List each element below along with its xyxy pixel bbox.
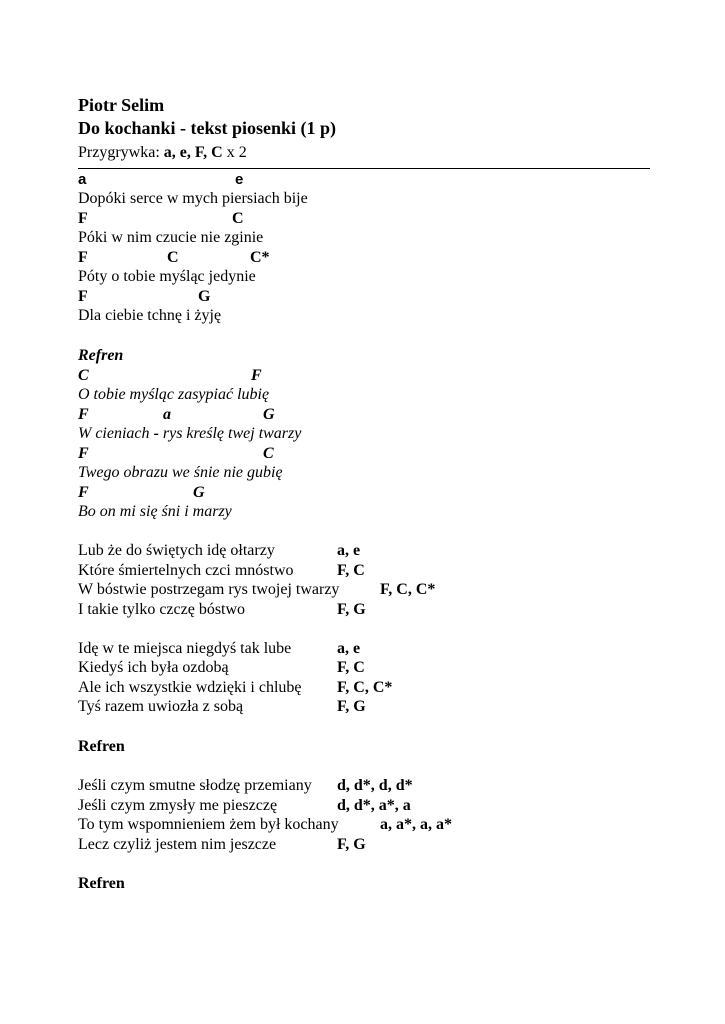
chord-list: F, G [337,698,366,715]
intro-chords: a, e, F, C [163,144,223,161]
lyric-line: Dopóki serce w mych piersiach bije [78,190,308,207]
chord-list: F, C [337,659,365,676]
chord-list: F, C, C* [380,581,436,598]
lyric-line [78,425,301,443]
intro-label: Przygrywka: [78,144,164,161]
chord-list: a, a*, a, a* [380,816,452,833]
chord-list: F, C [337,562,365,579]
header-divider [78,168,650,169]
artist-name: Piotr Selim [78,95,165,115]
chord-list: F, C, C* [337,679,393,696]
lyric-line: Póty o tobie myśląc jedynie [78,268,256,285]
chord: G [193,484,205,501]
refrain-heading: Refren [78,347,124,364]
chord: C [78,367,89,384]
song-title: Do kochanki - tekst piosenki (1 p) [78,118,337,138]
lyric-line: To tym wspomnieniem żem był kochany [78,816,339,833]
lyric-dash: - [153,425,159,442]
refrain-reference: Refren [78,875,125,892]
chord-list: a, e [337,542,361,559]
lyric-line: Ale ich wszystkie wdzięki i chlubę [78,679,302,696]
intro-line [78,144,247,162]
refrain-reference: Refren [78,738,125,755]
lyric-line: Które śmiertelnych czci mnóstwo [78,562,294,579]
chord: C [263,445,274,462]
lyric-line: Bo on mi się śni i marzy [78,503,232,520]
chord: F [251,367,262,384]
lyric-line: Lub że do świętych idę ołtarzy [78,542,275,559]
lyric-line: Jeśli czym zmysły me pieszczę [78,797,278,814]
chord: G [198,288,211,305]
chord: F [78,445,89,462]
lyric-line: Kiedyś ich była ozdobą [78,659,229,676]
lyric-fragment: W cieniach [78,425,154,442]
lyric-line: Póki w nim czucie nie zginie [78,229,264,246]
lyric-line: I takie tylko czczę bóstwo [78,601,246,618]
lyric-line: O tobie myśląc zasypiać lubię [78,386,270,403]
chord-list: d, d*, d, d* [337,777,413,794]
chord: C* [250,249,270,266]
chord: F [78,249,88,266]
chord: e [235,171,244,188]
lyric-line: Dla ciebie tchnę i żyję [78,307,222,324]
lyric-line: Tyś razem uwiozła z sobą [78,698,244,715]
lyric-fragment: rys kreślę twej twarzy [158,425,302,442]
lyric-line: W bóstwie postrzegam rys twojej twarzy [78,581,340,598]
chord: F [78,288,88,305]
lyric-line: Idę w te miejsca niegdyś tak lube [78,640,292,657]
chord: C [232,210,244,227]
chord: F [78,406,89,423]
chord: a [78,171,87,188]
chord: a [163,406,171,423]
chord-list: a, e [337,640,361,657]
lyric-line: Jeśli czym smutne słodzę przemiany [78,777,312,794]
chord-list: d, d*, a*, a [337,797,411,814]
chord-list: F, G [337,836,366,853]
chord-list: F, G [337,601,366,618]
chord: F [78,210,88,227]
intro-repeat: x 2 [222,144,247,161]
chord: F [78,484,89,501]
chord: C [167,249,179,266]
lyric-line: Twego obrazu we śnie nie gubię [78,464,283,481]
chord: G [263,406,275,423]
lyric-line: Lecz czyliż jestem nim jeszcze [78,836,277,853]
